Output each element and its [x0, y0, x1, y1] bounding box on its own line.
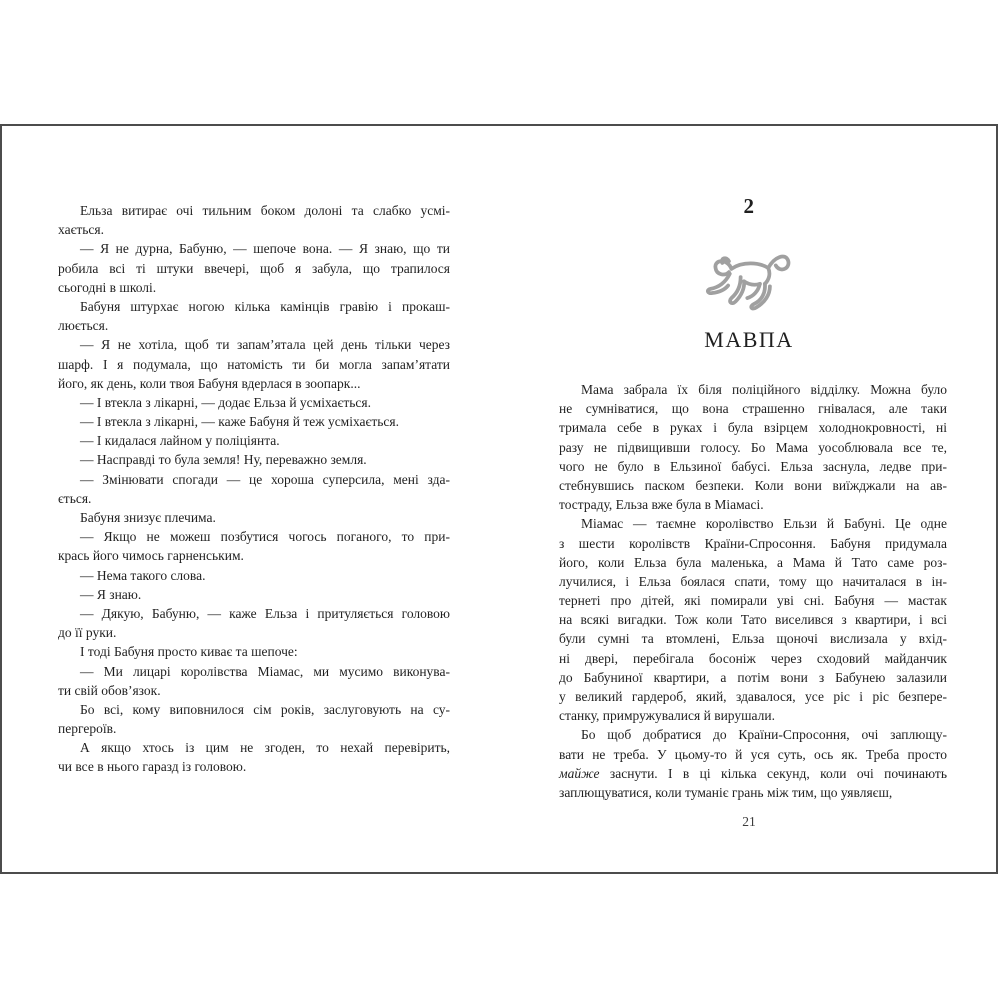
text-line: його, як день, коли твоя Бабуня вдерлася в зоопарк... — [58, 375, 361, 391]
text-line: вати не треба. У цьому-то й уся суть, ось як. Треба просто — [559, 746, 947, 762]
text-line: Бабуня штурхає ногою кілька камінців гравію і прокаш- — [80, 298, 450, 314]
text-line: Бо щоб добратися до Країни-Спросоння, очі заплющу- — [581, 727, 947, 743]
text-line: — Змінювати спогади — це хороша суперсила, мені зда- — [80, 471, 450, 487]
text-line: ти свій обов’язок. — [58, 682, 161, 698]
chapter-icon-wrap — [500, 240, 998, 321]
text-line: хається. — [58, 222, 104, 238]
text-line: Бабуня знизує плечима. — [80, 510, 216, 525]
text-line: тостраду, Ельза вже була в Міамасі. — [559, 497, 764, 513]
text-line: — Я не хотіла, щоб ти запам’ятала цей день тільки через — [80, 337, 450, 353]
text-line: — Я не дурна, Бабуню, — шепоче вона. — Я знаю, що ти — [80, 241, 450, 257]
text-line: А якщо хтось із цим не згоден, то нехай перевірить, — [80, 740, 450, 756]
text-line: чого не було в Ельзиної бабусі. Ельза заснула, ледве при- — [559, 458, 947, 474]
text-line: станку, примружувалися й вирушали. — [559, 708, 775, 724]
text-line: — І кидалася лайном у поліціянта. — [80, 433, 280, 449]
text-line: шарф. І я подумала, що натомість ти би могла запам’ятати — [58, 356, 450, 372]
text-line: І тоді Бабуня просто киває та шепоче: — [80, 644, 298, 660]
text-line: Міамас — таємне королівство Ельзи й Бабуні. Це одне — [581, 516, 947, 532]
text-line: — Насправді то була земля! Ну, переважно земля. — [80, 452, 367, 468]
text-line: на всякі вигадки. Тож коли Тато виселився з квартири, і всі — [559, 612, 947, 628]
text-line: лучилися, і Ельза боялася спати, тому що начиталася в ін- — [559, 573, 947, 589]
left-page-text — [58, 201, 450, 777]
text-line: тримала себе в руках і була взірцем холоднокровності, ні — [559, 420, 947, 436]
text-line: майже заснути. І в ці кілька секунд, коли очі починають — [559, 765, 947, 781]
text-line: його, коли Ельза була маленька, а Мама й Тато саме роз- — [559, 554, 947, 570]
text-line: — Нема такого слова. — [80, 567, 206, 583]
page-number: 21 — [742, 814, 756, 829]
text-line: пергероїв. — [58, 721, 117, 737]
text-line: з шести королівств Країни-Спросоння. Бабуня придумала — [559, 535, 947, 551]
chapter-title: МАВПА — [704, 327, 794, 352]
text-line: — Я знаю. — [80, 586, 142, 602]
chapter-number: 2 — [743, 194, 755, 218]
text-line: ні двері, перебігала босоніж через сходовий майданчик — [559, 650, 947, 666]
text-line: до її руки. — [58, 625, 117, 641]
text-line: ється. — [58, 490, 92, 506]
text-line: — Ми лицарі королівства Міамас, ми мусимо виконува- — [80, 663, 450, 679]
monkey-icon — [703, 240, 795, 316]
text-line: сьогодні в школі. — [58, 279, 157, 295]
text-line: Бо всі, кому виповнилося сім років, заслуговують на су- — [80, 701, 450, 717]
text-line: до Бабуниної квартири, а потім вони з Бабунею залазили — [559, 669, 947, 685]
text-line: — Якщо не можеш позбутися чогось поганого, то при- — [80, 529, 450, 545]
text-line: заплющуватися, коли туманіє грань між тим, що уявляєш, — [559, 784, 893, 800]
right-page-text — [559, 380, 947, 802]
text-line: не сумніватися, що вона страшенно гнівалася, але таки — [559, 401, 947, 417]
text-line: Ельза витирає очі тильним боком долоні та слабко усмі- — [80, 203, 450, 218]
text-line: — І втекла з лікарні, — додає Ельза й усміхається. — [80, 394, 371, 410]
text-line: Мама забрала їх біля поліційного відділку. Можна було — [581, 382, 947, 397]
text-line: були сумні та втомлені, Ельза щоночі вислизала у вхід- — [559, 631, 947, 647]
text-line: тернеті про дітей, які помирали уві сні. Бабуня — мастак — [559, 593, 947, 609]
text-line: чи все в нього гаразд із головою. — [58, 759, 247, 775]
text-line: — І втекла з лікарні, — каже Бабуня й теж усміхається. — [80, 414, 399, 430]
text-line: стебнувшись паском безпеки. Коли вони виїжджали на ав- — [559, 477, 947, 493]
text-line: робила всі ті штуки ввечері, щоб я забула, що трапилося — [58, 260, 450, 276]
text-line: — Дякую, Бабуню, — каже Ельза і притуляється головою — [80, 605, 450, 621]
text-line: у великий гардероб, який, здавалося, усе ріс і ріс безпере- — [559, 689, 947, 704]
text-line: люється. — [58, 318, 109, 334]
text-line: разу не підвищивши голосу. Бо Мама уособлювала все те, — [559, 439, 947, 455]
text-line: крась його чимось гарненським. — [58, 548, 244, 564]
